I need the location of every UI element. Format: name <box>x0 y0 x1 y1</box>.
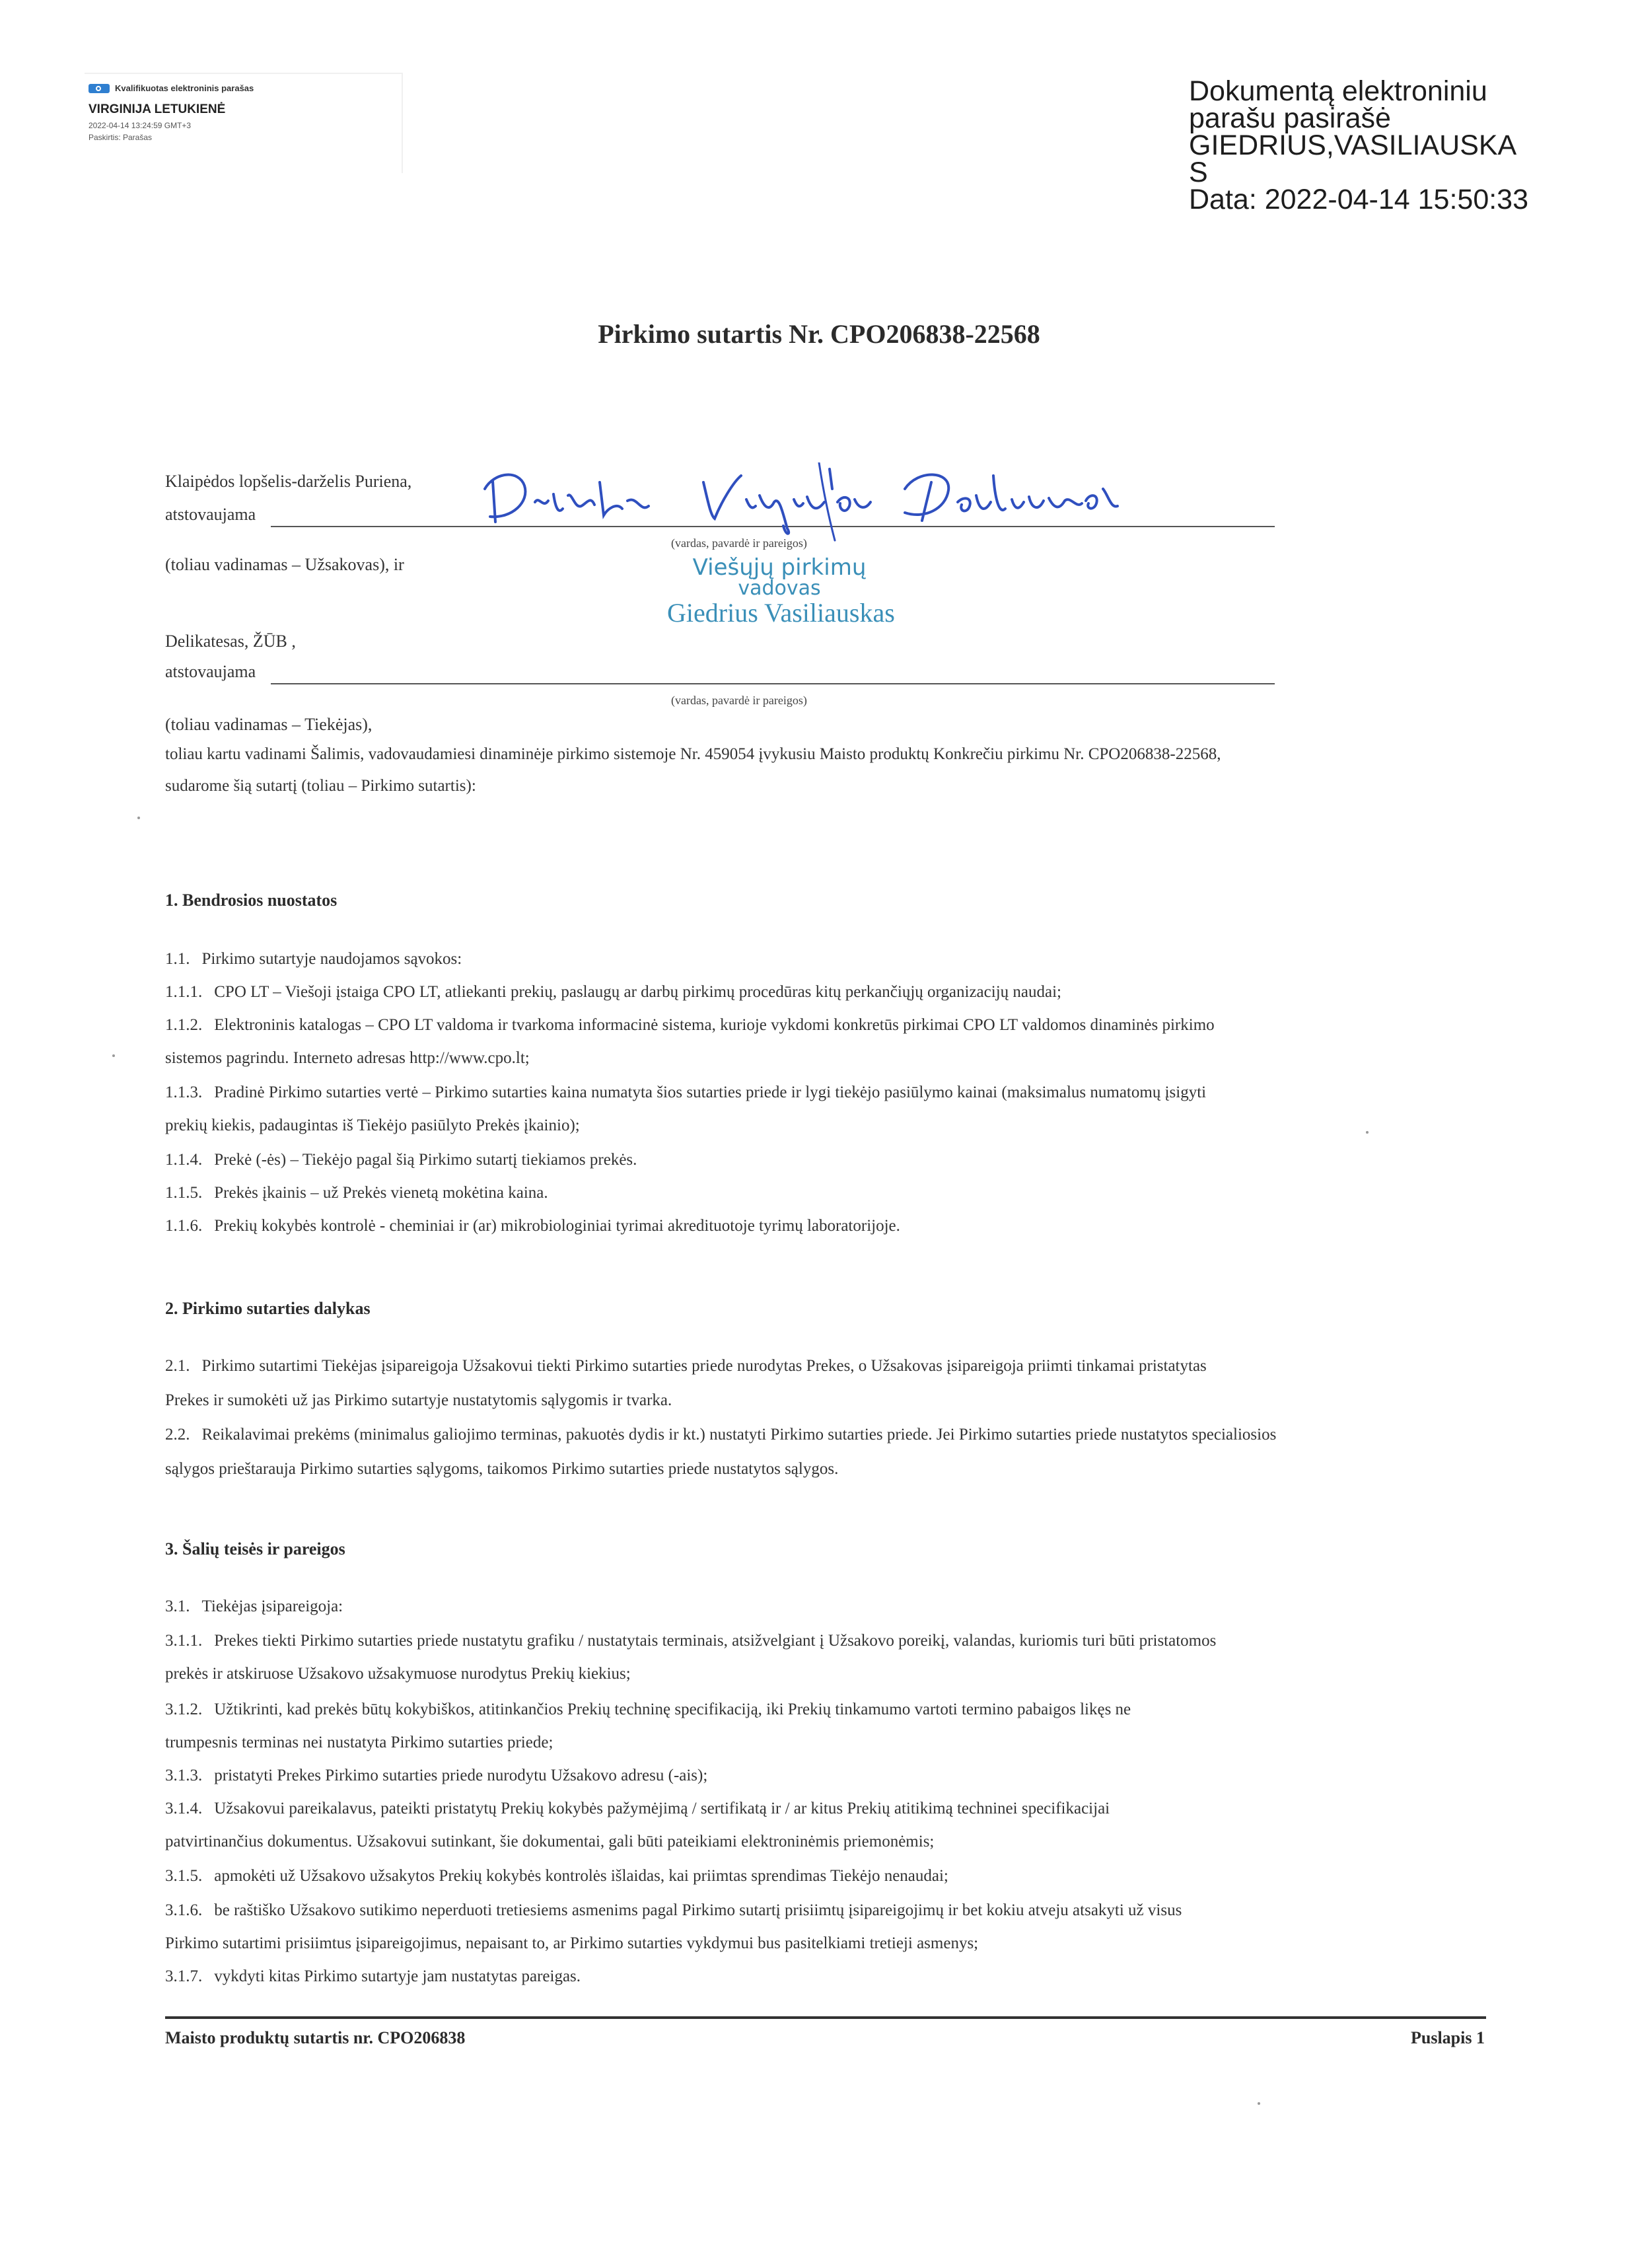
clause-text: sąlygos prieštarauja Pirkimo sutarties sąlygoms, taikomos Pirkimo sutarties priede nustatytos sąlygos. <box>165 1460 839 1478</box>
scan-speck <box>1366 1131 1369 1134</box>
customer-caption: (vardas, pavardė ir pareigos) <box>671 536 807 550</box>
clause-text: be raštiško Užsakovo sutikimo neperduoti tretiesiems asmenims pagal Pirkimo sutartį prisiimtų įsipareigojimų ir bet kokiu atveju atsakyti už visus <box>214 1901 1182 1919</box>
section-heading: 3. Šalių teisės ir pareigos <box>165 1539 345 1558</box>
document-title: Pirkimo sutartis Nr. CPO206838-22568 <box>598 319 1040 349</box>
signed-notice-line: Dokumentą elektroniniu <box>1189 75 1487 107</box>
clause-text: Prekių kokybės kontrolė - cheminiai ir (ar) mikrobiologiniai tyrimai akredituotoje tyrimų laboratorijoje. <box>214 1217 900 1235</box>
clause-text: vykdyti kitas Pirkimo sutartyje jam nustatytas pareigas. <box>214 1967 581 1985</box>
supplier-alias: (toliau vadinamas – Tiekėjas), <box>165 715 373 734</box>
clause-line <box>165 1767 707 1785</box>
customer-alias: (toliau vadinamas – Užsakovas), ir <box>165 555 404 574</box>
clause-text: Tiekėjas įsipareigoja: <box>201 1597 343 1615</box>
clause-line <box>165 1049 530 1068</box>
clause-line <box>165 1967 581 1986</box>
esignature-header-text: Kvalifikuotas elektroninis parašas <box>115 83 254 93</box>
clause-line <box>165 983 1061 1002</box>
esignature-stamp <box>85 73 403 173</box>
clause-line <box>165 1391 672 1410</box>
clause-line <box>165 1800 1110 1818</box>
clause-text: Prekes tiekti Pirkimo sutarties priede nustatytu grafiku / nustatytais terminais, atsižvelgiant į Užsakovo poreikį, valandas, kuriomis turi būti pristatomos <box>214 1632 1217 1650</box>
footer-contract-ref: Maisto produktų sutartis nr. CPO206838 <box>165 2028 466 2047</box>
clause-number: 3.1.6. <box>165 1901 203 1919</box>
esignature-signer: VIRGINIJA LETUKIENĖ <box>89 102 226 116</box>
esignature-header <box>89 83 402 93</box>
clause-line <box>165 1833 934 1851</box>
clause-text: Elektroninis katalogas – CPO LT valdoma ir tvarkoma informacinė sistema, kurioje vykdomi konkretūs pirkimai CPO LT valdomos dinaminės pirkimo <box>214 1016 1215 1034</box>
clause-text: apmokėti už Užsakovo užsakytos Prekių kokybės kontrolės išlaidas, kai priimtas sprendimas Tiekėjo nenaudai; <box>214 1867 948 1885</box>
clause-line <box>165 1597 343 1616</box>
clause-number: 3.1.4. <box>165 1800 203 1817</box>
supplier-name: Delikatesas, ŽŪB , <box>165 632 296 651</box>
signed-notice-line: S <box>1189 157 1208 188</box>
clause-text: prekių kiekis, padaugintas iš Tiekėjo pasiūlyto Prekės įkainio); <box>165 1116 580 1134</box>
clause-text: Užtikrinti, kad prekės būtų kokybiškos, atitinkančios Prekių techninę specifikaciją, iki Prekių tinkamumo vartoti termino pabaigos likęs ne <box>214 1701 1131 1718</box>
clause-number: 3.1.1. <box>165 1632 203 1650</box>
clause-number: 1.1.3. <box>165 1083 203 1101</box>
clause-text: sistemos pagrindu. Interneto adresas http://www.cpo.lt; <box>165 1049 530 1067</box>
clause-line <box>165 1116 580 1135</box>
clause-text: CPO LT – Viešoji įstaiga CPO LT, atliekanti prekių, paslaugų ar darbų pirkimų procedūras kitų perkančiųjų organizacijų naudai; <box>214 983 1061 1001</box>
clause-text: trumpesnis terminas nei nustatyta Pirkimo sutarties priede; <box>165 1734 553 1751</box>
clause-line <box>165 1460 838 1479</box>
signed-notice-date: Data: 2022-04-14 15:50:33 <box>1189 184 1529 215</box>
footer-rule <box>165 2016 1486 2019</box>
clause-line <box>165 1426 1276 1444</box>
esignature-timestamp: 2022-04-14 13:24:59 GMT+3 <box>89 121 192 130</box>
scan-speck <box>1258 2102 1260 2105</box>
clause-number: 1.1. <box>165 950 190 968</box>
clause-line <box>165 1184 548 1202</box>
clause-line <box>165 1151 637 1169</box>
clause-line <box>165 1217 900 1235</box>
esignature-logo-icon <box>89 84 110 93</box>
stamp-name: Giedrius Vasiliauskas <box>667 598 895 628</box>
footer-page-number: Puslapis 1 <box>1411 2028 1485 2047</box>
clause-text: Prekės įkainis – už Prekės vienetą mokėtina kaina. <box>214 1184 548 1202</box>
official-stamp <box>667 554 895 628</box>
stamp-line: vadovas <box>738 577 821 600</box>
clause-text: Prekė (-ės) – Tiekėjo pagal šią Pirkimo sutartį tiekiamos prekės. <box>214 1151 637 1169</box>
clause-number: 2.2. <box>165 1426 190 1444</box>
clause-line <box>165 1357 1207 1375</box>
supplier-caption: (vardas, pavardė ir pareigos) <box>671 694 807 707</box>
clause-text: Pirkimo sutartimi Tiekėjas įsipareigoja Užsakovui tiekti Pirkimo sutarties priede nurodytas Prekes, o Užsakovas įsipareigoja priimti tinkamai pristatytas <box>201 1357 1207 1375</box>
clause-number: 3.1.2. <box>165 1701 203 1718</box>
clause-number: 1.1.5. <box>165 1184 203 1202</box>
section-heading: 1. Bendrosios nuostatos <box>165 891 338 910</box>
clause-line <box>165 950 462 969</box>
clause-number: 3.1.3. <box>165 1767 203 1784</box>
clause-line <box>165 1901 1182 1920</box>
clause-text: Pradinė Pirkimo sutarties vertė – Pirkimo sutarties kaina numatyta šios sutarties priede ir lygi tiekėjo pasiūlymo kainai (maksimalus numatomų įsigyti <box>214 1083 1207 1101</box>
clause-number: 1.1.6. <box>165 1217 203 1235</box>
signed-notice-line: parašu pasirašė <box>1189 102 1391 134</box>
clause-number: 2.1. <box>165 1357 190 1375</box>
clause-text: patvirtinančius dokumentus. Užsakovui sutinkant, šie dokumentai, gali būti pateikiami elektroninėmis priemonėmis; <box>165 1833 935 1850</box>
stamp-line: Viešųjų pirkimų <box>692 554 867 581</box>
clause-number: 1.1.1. <box>165 983 203 1001</box>
supplier-represented-label: atstovaujama <box>165 662 256 681</box>
clause-text: Užsakovui pareikalavus, pateikti pristatytų Prekių kokybės pažymėjimą / sertifikatą ir / ar kitus Prekių atitikimą techninei specifikacijai <box>214 1800 1110 1817</box>
handwritten-signature <box>476 462 1143 542</box>
esignature-purpose: Paskirtis: Parašas <box>89 133 153 142</box>
clause-text: prekės ir atskiruose Užsakovo užsakymuose nurodytus Prekių kiekius; <box>165 1665 631 1683</box>
customer-represented-label: atstovaujama <box>165 505 256 524</box>
clause-text: Prekes ir sumokėti už jas Pirkimo sutartyje nustatytomis sąlygomis ir tvarka. <box>165 1391 672 1409</box>
parties-intro-line: toliau kartu vadinami Šalimis, vadovaudamiesi dinaminėje pirkimo sistemoje Nr. 459054 įvykusiu Maisto produktų Konkrečiu pirkimu Nr. CPO206838-22568, <box>165 745 1221 763</box>
clause-line <box>165 1632 1216 1650</box>
clause-line <box>165 1734 553 1752</box>
clause-line <box>165 1934 978 1953</box>
clause-line <box>165 1867 948 1885</box>
scan-speck <box>137 817 140 819</box>
clause-text: Reikalavimai prekėms (minimalus galiojimo terminas, pakuotės dydis ir kt.) nustatyti Pirkimo sutarties priede. Jei Pirkimo sutarties priede nustatytos specialiosios <box>201 1426 1277 1444</box>
supplier-representative-line <box>271 683 1275 684</box>
clause-number: 3.1. <box>165 1597 190 1615</box>
section-heading: 2. Pirkimo sutarties dalykas <box>165 1299 371 1318</box>
clause-line <box>165 1701 1131 1719</box>
parties-intro-line: sudarome šią sutartį (toliau – Pirkimo sutartis): <box>165 777 476 795</box>
signed-notice <box>1189 75 1559 215</box>
clause-text: pristatyti Prekes Pirkimo sutarties priede nurodytu Užsakovo adresu (-ais); <box>214 1767 708 1784</box>
clause-number: 3.1.7. <box>165 1967 203 1985</box>
clause-number: 1.1.4. <box>165 1151 203 1169</box>
clause-line <box>165 1083 1206 1102</box>
signed-notice-line: GIEDRIUS,VASILIAUSKA <box>1189 129 1517 161</box>
clause-text: Pirkimo sutartyje naudojamos sąvokos: <box>201 950 462 968</box>
clause-number: 1.1.2. <box>165 1016 203 1034</box>
clause-text: Pirkimo sutartimi prisiimtus įsipareigojimus, nepaisant to, ar Pirkimo sutarties vykdymui bus pasitelkiami tretieji asmenys; <box>165 1934 979 1952</box>
scan-speck <box>112 1054 115 1057</box>
clause-line <box>165 1665 631 1683</box>
customer-name: Klaipėdos lopšelis-darželis Puriena, <box>165 472 412 491</box>
clause-number: 3.1.5. <box>165 1867 203 1885</box>
clause-line <box>165 1016 1215 1035</box>
